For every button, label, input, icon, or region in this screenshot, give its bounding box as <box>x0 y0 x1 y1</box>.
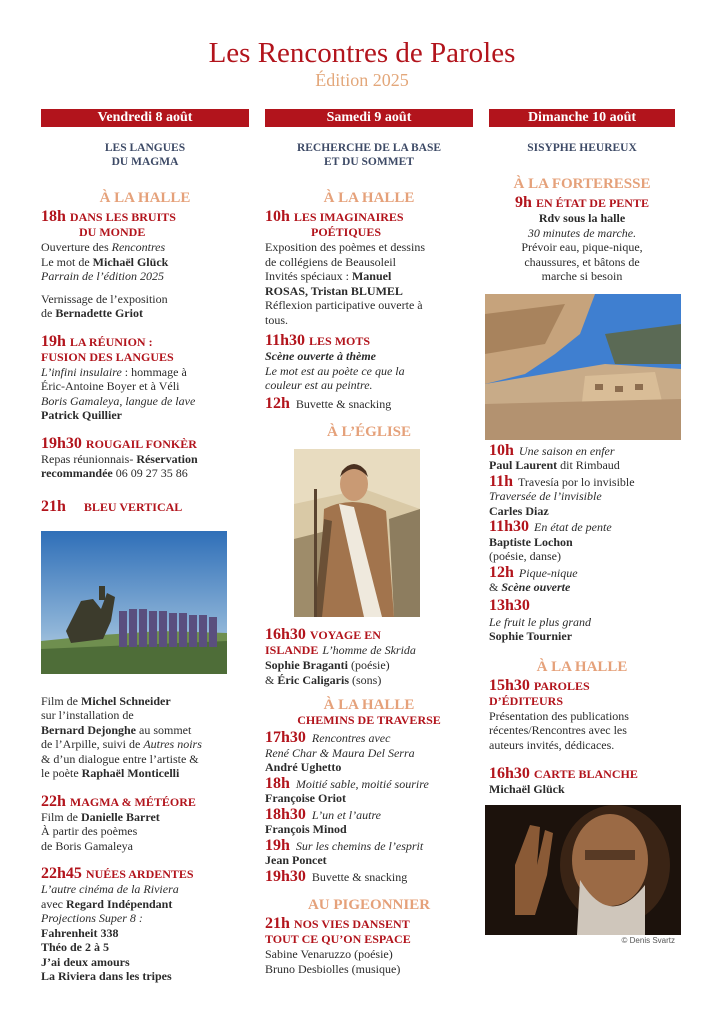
event-19h30: 19h30 ROUGAIL FONKÈR Repas réunionnais- Réservation recommandée 06 09 27 35 86 <box>41 434 198 480</box>
event-11h30-sunday: 11h30 En état de pente Baptiste Lochon (poésie, danse) <box>489 518 612 563</box>
photo-forteresse <box>485 294 681 440</box>
film-title: Fahrenheit 338 <box>41 925 119 940</box>
page-subtitle: Édition 2025 <box>315 70 409 90</box>
event-9h: 9h EN ÉTAT DE PENTE Rdv sous la halle 30 minutes de marche. Prévoir eau, pique-nique, chaussures, et bâtons de marche si besoin <box>515 194 649 283</box>
venue-pigeonnier: AU PIGEONNIER <box>307 897 431 913</box>
day-header-friday: Vendredi 8 août <box>41 109 249 127</box>
venue-halle-saturday: À LA HALLE <box>323 190 415 206</box>
venue-halle-sunday: À LA HALLE <box>536 658 628 675</box>
event-11h-sunday: 11h Travesía por lo invisible Traversée de l’invisible Carles Diaz <box>489 472 635 518</box>
event-19h: 19h Sur les chemins de l’esprit Jean Poncet <box>265 836 424 867</box>
event-22h45: 22h45 NUÉES ARDENTES L’autre cinéma de la Riviera avec Regard Indépendant Projections Super 8 : Fahrenheit 338 Théo de 2 à 5 J’ai deux amours La Riviera dans les tripes <box>41 866 249 984</box>
column-saturday <box>265 109 473 976</box>
header <box>0 36 724 90</box>
theme-sunday: SISYPHE HEUREUX <box>527 142 637 154</box>
event-16h30-carte-blanche: 16h30 CARTE BLANCHE Michaël Glück <box>489 765 638 796</box>
venue-halle-saturday-evening: À LA HALLE <box>323 697 415 713</box>
event-19h: 19h LA RÉUNION : FUSION DES LANGUES L’infini insulaire : hommage à Éric-Antoine Boyer et à Véli Boris Gamaleya, langue de lave Patrick Quillier <box>41 332 196 422</box>
event-18h30: 18h30 L’un et l’autre François Minod <box>265 805 382 836</box>
event-17h30: 17h30 Rencontres avec René Char & Maura Del Serra André Ughetto <box>265 729 415 774</box>
column-sunday <box>489 109 675 945</box>
day-header-sunday: Dimanche 10 août <box>489 109 675 127</box>
photo-bleu-vertical <box>41 531 227 674</box>
event-21h: 21h BLEU VERTICAL Film de Michel Schneider sur l’installation de Bernard Dejonghe au sommet de l’Arpille, suivi de Autres noirs & d’un dialogue entre l’artiste & le poète Raphaël Monticelli <box>41 499 249 781</box>
venue-eglise: À L’ÉGLISE <box>326 424 412 440</box>
event-18h: 18h DANS LES BRUITS DU MONDE Ouverture des Rencontres Le mot de Michaël Glück Parrain de l’édition 2025 Vernissage de l’exposition de Bernadette Griot <box>41 208 176 320</box>
day-header-saturday: Samedi 9 août <box>265 109 473 127</box>
photo-michael-gluck <box>485 805 681 935</box>
event-18h: 18h Moitié sable, moitié sourire Françoise Oriot <box>265 774 429 805</box>
event-13h30-sunday: 13h30 Le fruit le plus grand Sophie Tournier <box>489 596 592 643</box>
theme-saturday: RECHERCHE DE LA BASE ET DU SOMMET <box>296 142 442 168</box>
event-21h-nos-vies: 21h NOS VIES DANSENT TOUT CE QU’ON ESPACE Sabine Venaruzzo (poésie) Bruno Desbiolles (musique) <box>265 915 411 976</box>
event-10h: 10h LES IMAGINAIRES POÉTIQUES Exposition des poèmes et dessins de collégiens de Beausoleil Invités spéciaux : Manuel ROSAS, Tristan BLUMEL Réflexion participative ouverte à tous. <box>265 208 425 327</box>
event-12h: 12h Buvette & snacking <box>265 394 392 412</box>
venue-halle-friday: À LA HALLE <box>99 190 191 206</box>
event-16h30-voyage: 16h30 VOYAGE EN ISLANDE L’homme de Skrida Sophie Braganti (poésie) & Éric Caligaris (sons) <box>265 626 416 687</box>
event-15h30: 15h30 PAROLES D’ÉDITEURS Présentation des publications récentes/Rencontres avec les auteurs invités, dédicaces. <box>489 676 629 752</box>
event-10h-sunday: 10h Une saison en enfer Paul Laurent dit Rimbaud <box>489 441 620 472</box>
event-12h-sunday: 12h Pique-nique & Scène ouverte <box>489 563 578 594</box>
column-friday <box>41 109 249 984</box>
photo-credit: © Denis Svartz <box>621 935 675 945</box>
event-11h30: 11h30 LES MOTS Scène ouverte à thème Le mot est au poète ce que la couleur est au peintre. <box>265 332 405 392</box>
page-title: Les Rencontres de Paroles <box>208 37 516 69</box>
theme-friday: LES LANGUES DU MAGMA <box>104 142 186 168</box>
photo-saint-painting <box>294 449 420 617</box>
film-title: La Riviera dans les tripes <box>41 969 172 983</box>
film-title: Théo de 2 à 5 <box>41 940 110 954</box>
theme-chemins-de-traverse: CHEMINS DE TRAVERSE <box>297 713 441 727</box>
event-22h: 22h MAGMA & MÉTÉORE Film de Danielle Barret À partir des poèmes de Boris Gamaleya <box>41 792 196 853</box>
event-19h30-buvette: 19h30 Buvette & snacking <box>265 867 408 885</box>
venue-forteresse: À LA FORTERESSE <box>513 176 651 192</box>
film-title: J’ai deux amours <box>41 954 130 969</box>
